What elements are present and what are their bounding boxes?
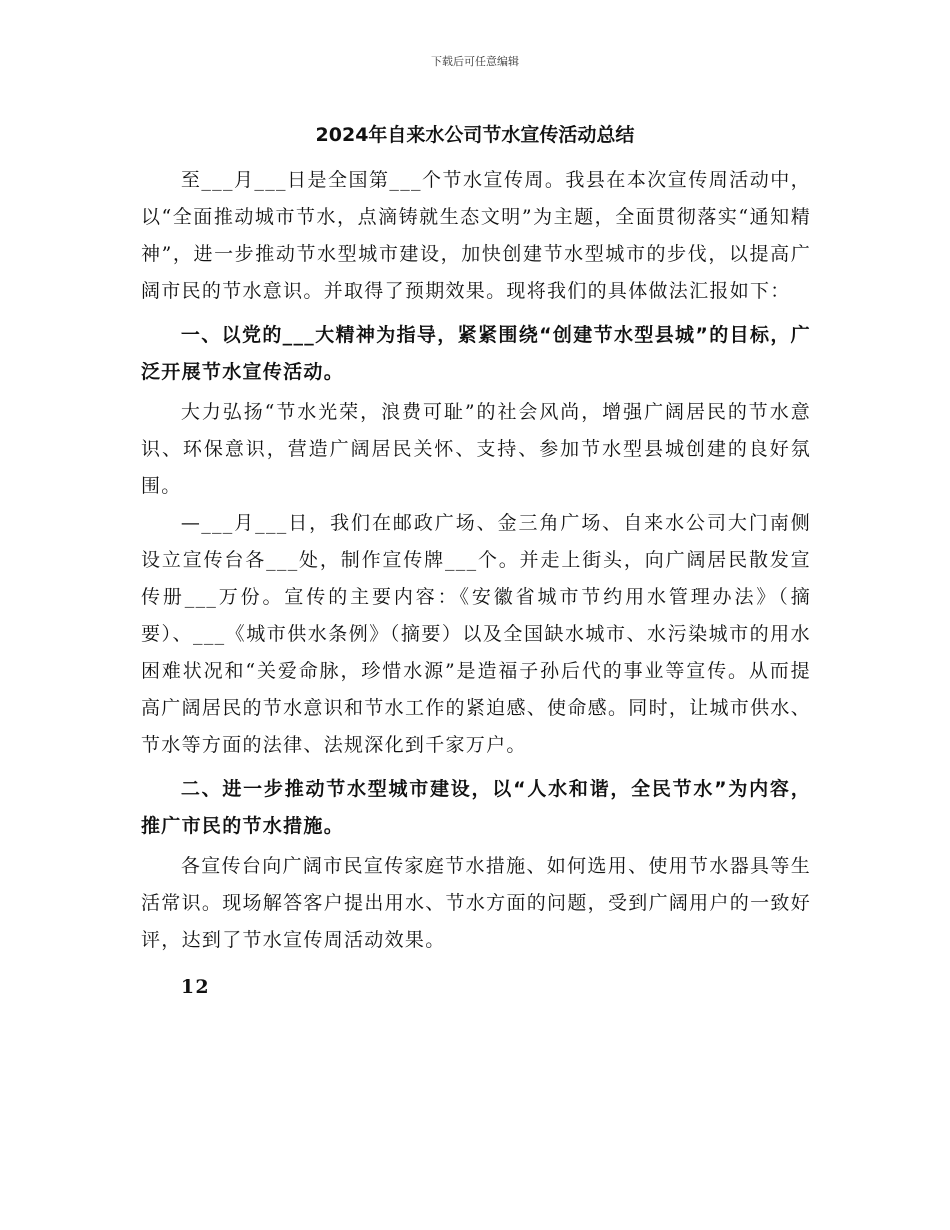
section1-paragraph-2: —___月___日，我们在邮政广场、金三角广场、自来水公司大门南侧设立宣传台各___处，制作宣传牌___个。并走上街头，向广阔居民散发宣传册___万份。宣传的主要内容：《安徽省城市节约用水管理办法》（摘要）、___《城市供水条例》（摘要）以及全国缺水城市、水污染城市的用水困难状况和“关爱命脉，珍惜水源”是造福子孙后代的事业等宣传。从而提高广阔居民的节水意识和节水工作的紧迫感、使命感。同时，让城市供水、节水等方面的法律、法规深化到千家万户。 (141, 512, 811, 756)
section1-paragraph-1: 大力弘扬“节水光荣，浪费可耻”的社会风尚，增强广阔居民的节水意识、环保意识，营造广阔居民关怀、支持、参加节水型县城创建的良好氛围。 (141, 401, 811, 497)
section-heading-1: 一、以党的___大精神为指导，紧紧围绕“创建节水型县城”的目标，广泛开展节水宣传活动。 (141, 324, 811, 383)
intro-paragraph: 至___月___日是全国第___个节水宣传周。我县在本次宣传周活动中，以“全面推动城市节水，点滴铸就生态文明”为主题，全面贯彻落实“通知精神”，进一步推动节水型城市建设，加快创建节水型城市的步伐，以提高广阔市民的节水意识。并取得了预期效果。现将我们的具体做法汇报如下： (141, 169, 811, 302)
document-body (141, 162, 811, 1006)
header-note: 下载后可任意编辑 (431, 55, 519, 68)
section2-paragraph-1: 各宣传台向广阔市民宣传家庭节水措施、如何选用、使用节水器具等生活常识。现场解答客户提出用水、节水方面的问题，受到广阔用户的一致好评，达到了节水宣传周活动效果。 (141, 855, 811, 951)
section-heading-2: 二、进一步推动节水型城市建设，以“人水和谐，全民节水”为内容，推广市民的节水措施。 (141, 778, 811, 837)
page-number: 12 (180, 976, 210, 998)
document-title: 2024年自来水公司节水宣传活动总结 (315, 124, 635, 146)
